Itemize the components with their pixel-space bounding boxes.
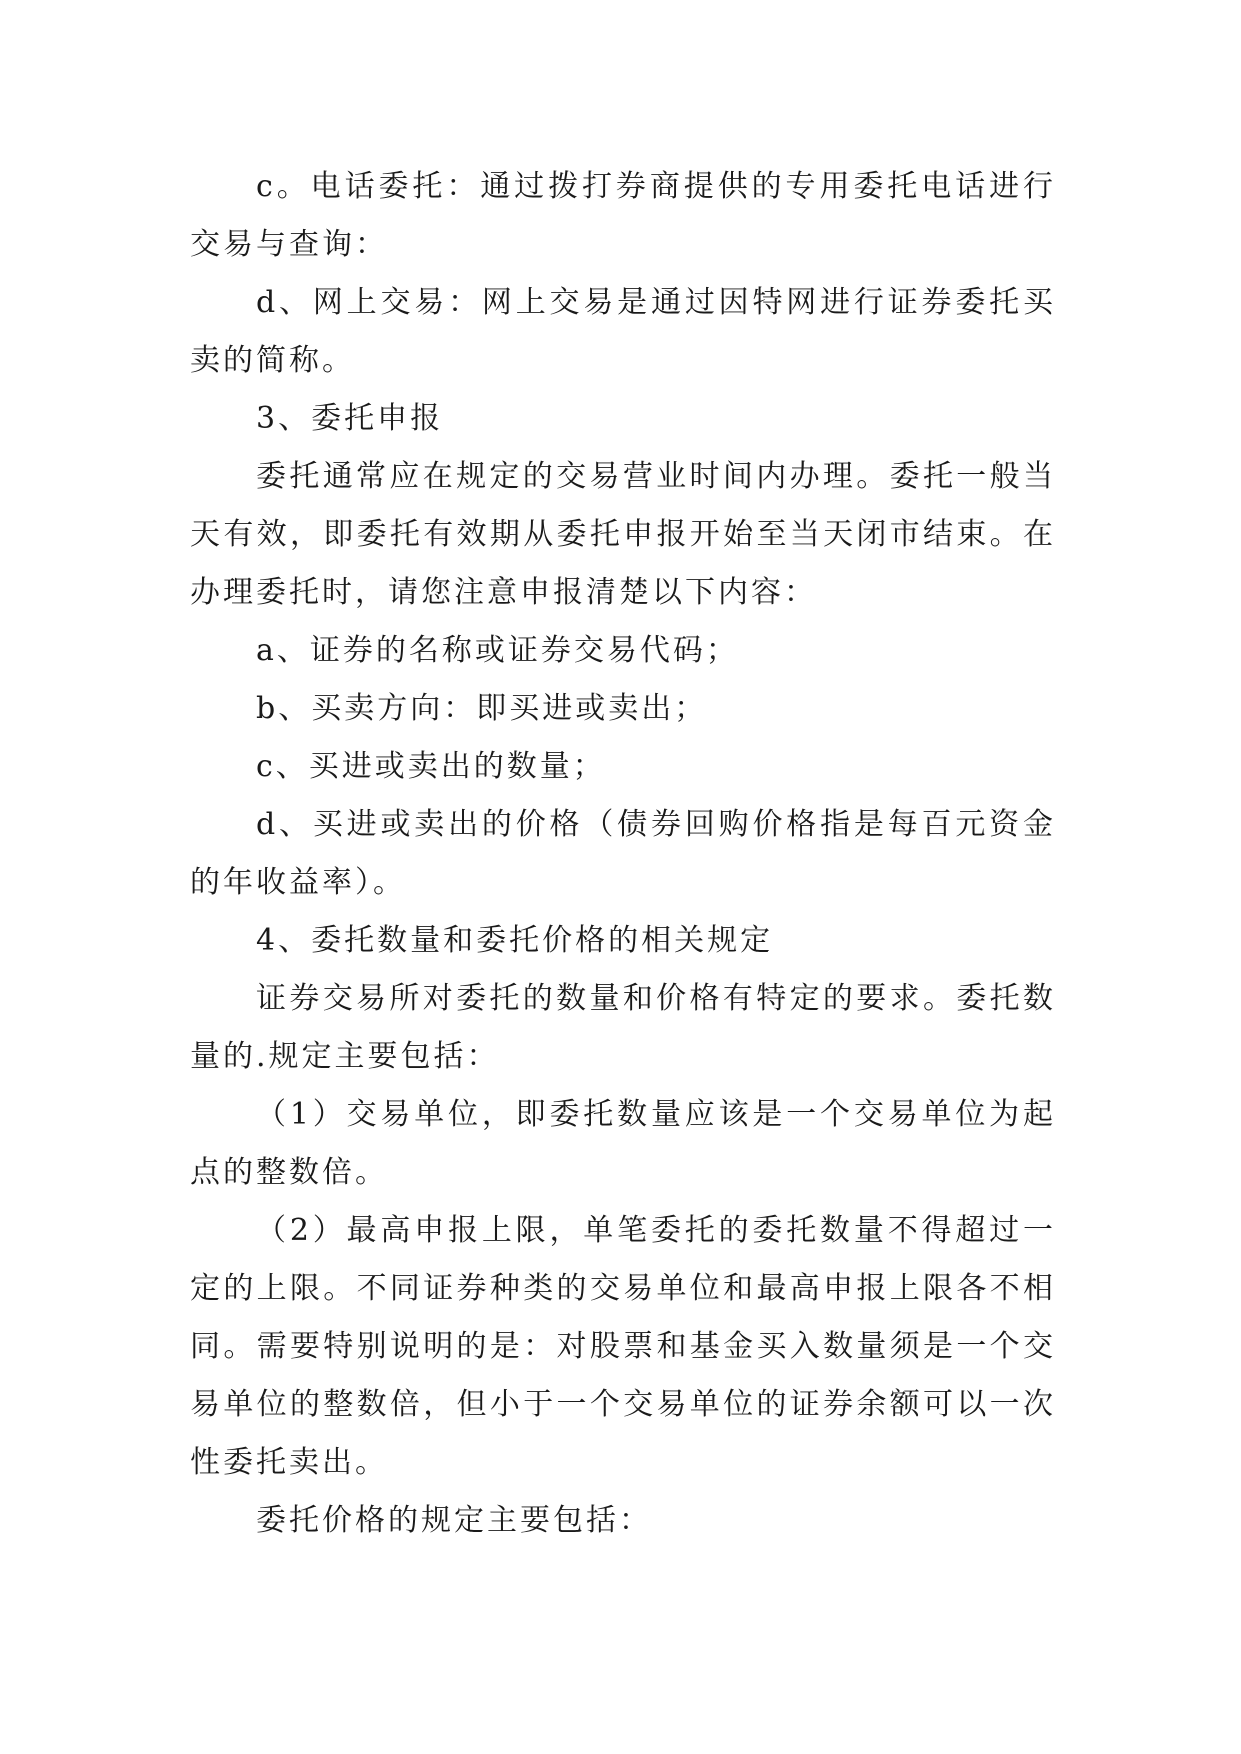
paragraph-max-declaration-limit: （2）最高申报上限，单笔委托的委托数量不得超过一定的上限。不同证券种类的交易单位和最高申报上限各不相同。需要特别说明的是：对股票和基金买入数量须是一个交易单位的整数倍，但小于一个交易单位的证券余额可以一次性委托卖出。 xyxy=(190,1213,1056,1480)
list-item-price: d、买进或卖出的价格（债券回购价格指是每百元资金的年收益率）。 xyxy=(190,807,1056,900)
paragraph-phone-order: c。电话委托：通过拨打券商提供的专用委托电话进行交易与查询： xyxy=(190,169,1056,262)
list-item-trade-direction: b、买卖方向：即买进或卖出； xyxy=(256,691,708,726)
paragraph-price-rules-intro: 委托价格的规定主要包括： xyxy=(256,1503,652,1538)
paragraph-trading-unit: （1）交易单位，即委托数量应该是一个交易单位为起点的整数倍。 xyxy=(190,1097,1056,1190)
paragraph-quantity-rules-intro: 证券交易所对委托的数量和价格有特定的要求。委托数量的.规定主要包括： xyxy=(190,981,1056,1074)
list-item-security-name: a、证券的名称或证券交易代码； xyxy=(256,633,739,668)
section-heading-quantity-price-rules: 4、委托数量和委托价格的相关规定 xyxy=(256,923,774,958)
document-body xyxy=(190,158,1056,1550)
paragraph-order-validity: 委托通常应在规定的交易营业时间内办理。委托一般当天有效，即委托有效期从委托申报开始至当天闭市结束。在办理委托时，请您注意申报清楚以下内容： xyxy=(190,459,1056,610)
section-heading-order-declaration: 3、委托申报 xyxy=(256,401,444,436)
list-item-quantity: c、买进或卖出的数量； xyxy=(256,749,606,784)
paragraph-online-trading: d、网上交易：网上交易是通过因特网进行证券委托买卖的简称。 xyxy=(190,285,1056,378)
